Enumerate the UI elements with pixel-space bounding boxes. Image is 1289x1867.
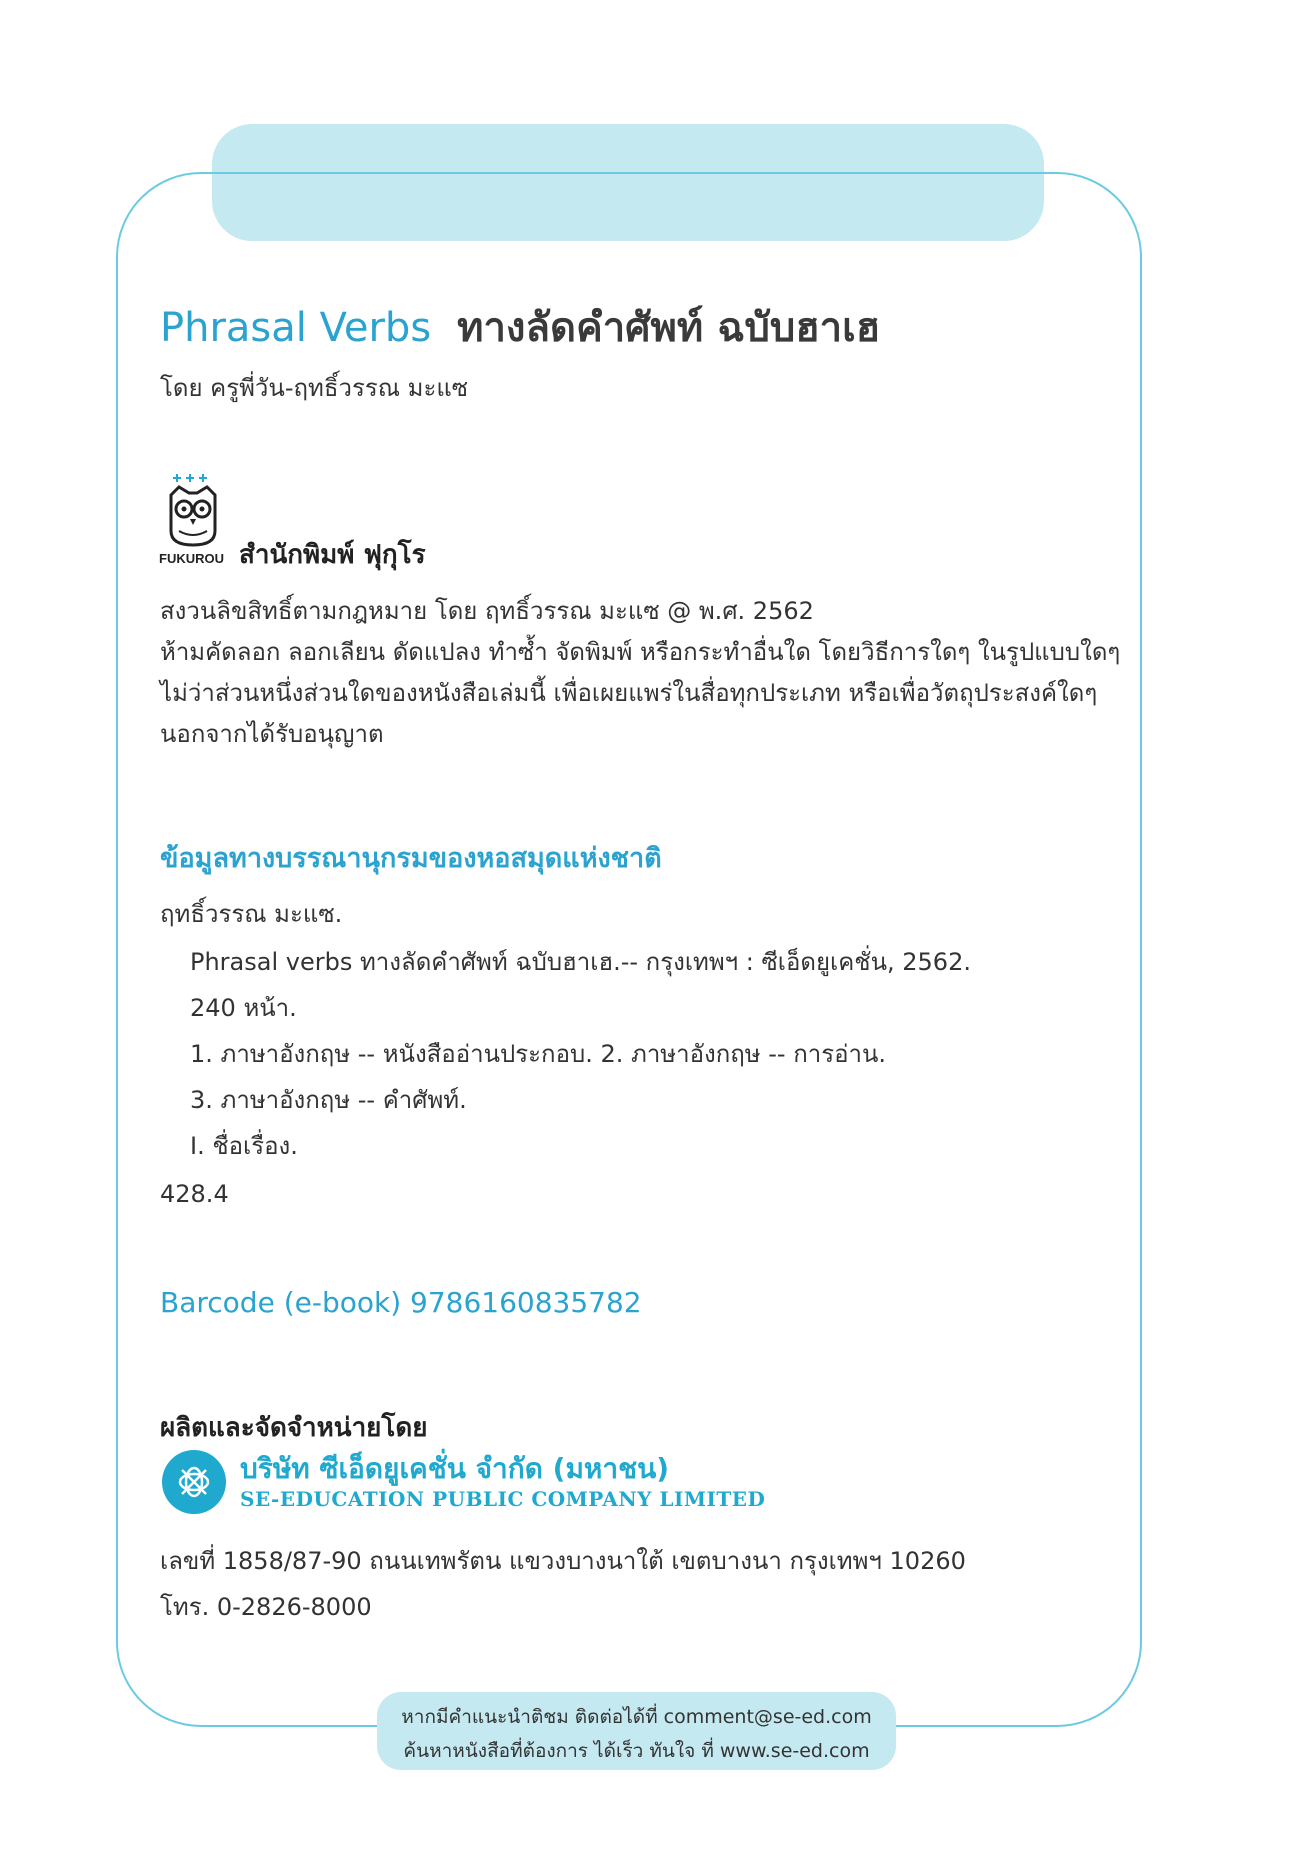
company-address: เลขที่ 1858/87-90 ถนนเทพรัตน แขวงบางนาใต้ เขตบางนา กรุงเทพฯ 10260 bbox=[160, 1547, 966, 1575]
catalog-entry: Phrasal verbs ทางลัดคำศัพท์ ฉบับฮาเฮ.-- กรุงเทพฯ : ซีเอ็ดยูเคชั่น, 2562. bbox=[190, 948, 971, 976]
barcode-isbn: Barcode (e-book) 9786160835782 bbox=[160, 1286, 642, 1319]
copyright-line-3: ไม่ว่าส่วนหนึ่งส่วนใดของหนังสือเล่มนี้ เพื่อเผยแพร่ในสื่อทุกประเภท หรือเพื่อวัตถุประสงค์ใดๆ bbox=[160, 679, 1098, 707]
catalog-author: ฤทธิ์วรรณ มะแซ. bbox=[160, 900, 343, 928]
footer-tab bbox=[377, 1692, 896, 1770]
company-name-english: SE-EDUCATION PUBLIC COMPANY LIMITED bbox=[240, 1487, 766, 1511]
catalog-entry: 1. ภาษาอังกฤษ -- หนังสืออ่านประกอบ. 2. ภาษาอังกฤษ -- การอ่าน. bbox=[190, 1040, 887, 1068]
catalog-entry: 3. ภาษาอังกฤษ -- คำศัพท์. bbox=[190, 1086, 467, 1114]
catalog-entry: 240 หน้า. bbox=[190, 994, 297, 1022]
catalog-heading: ข้อมูลทางบรรณานุกรมของหอสมุดแห่งชาติ bbox=[160, 843, 662, 874]
book-title-english: Phrasal Verbs bbox=[160, 305, 432, 351]
footer-contact-line: หากมีคำแนะนำติชม ติดต่อได้ที่ comment@se-ed.com bbox=[401, 1706, 872, 1728]
distribution-heading: ผลิตและจัดจำหน่ายโดย bbox=[160, 1413, 428, 1443]
copyright-line-1: สงวนลิขสิทธิ์ตามกฎหมาย โดย ฤทธิ์วรรณ มะแซ @ พ.ศ. 2562 bbox=[160, 597, 814, 625]
book-title bbox=[160, 295, 880, 359]
company-name-thai: บริษัท ซีเอ็ดยูเคชั่น จำกัด (มหาชน) bbox=[240, 1452, 670, 1485]
publisher-name: สำนักพิมพ์ ฟุกุโร bbox=[239, 540, 426, 570]
se-ed-logo-icon bbox=[162, 1450, 226, 1514]
copyright-line-4: นอกจากได้รับอนุญาต bbox=[160, 720, 384, 748]
catalog-entry: I. ชื่อเรื่อง. bbox=[190, 1132, 298, 1160]
footer-website-line: ค้นหาหนังสือที่ต้องการ ได้เร็ว ทันใจ ที่ www.se-ed.com bbox=[403, 1740, 870, 1762]
company-phone: โทร. 0-2826-8000 bbox=[160, 1593, 372, 1621]
fukurou-owl-logo bbox=[159, 473, 227, 565]
copyright-line-2: ห้ามคัดลอก ลอกเลียน ดัดแปลง ทำซ้ำ จัดพิมพ์ หรือกระทำอื่นใด โดยวิธีการใดๆ ในรูปแบบใดๆ bbox=[160, 638, 1121, 666]
author-line: โดย ครูพี่วัน-ฤทธิ์วรรณ มะแซ bbox=[160, 374, 469, 402]
fukurou-logo-text: FUKUROU bbox=[159, 551, 224, 565]
book-title-thai: ทางลัดคำศัพท์ ฉบับฮาเฮ bbox=[457, 305, 881, 351]
catalog-class-number: 428.4 bbox=[160, 1180, 229, 1208]
